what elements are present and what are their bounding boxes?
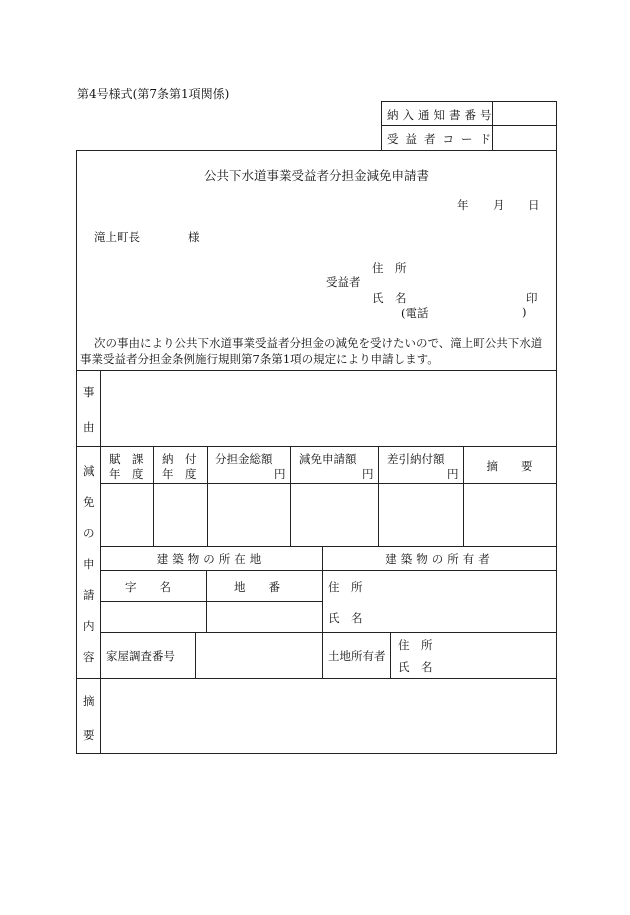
total-amount-header: 分担金総額 (215, 452, 273, 466)
reason-field[interactable] (102, 372, 554, 444)
date-year-label: 年 (457, 198, 469, 212)
owner-address-field[interactable] (372, 572, 554, 599)
beneficiary-code-label: 受益者コード (387, 132, 498, 146)
owner-name-field[interactable] (372, 603, 554, 630)
remarks-section-field[interactable] (102, 680, 554, 752)
lot-number-header: 地 番 (234, 580, 280, 594)
applicant-group-label: 受益者 (326, 275, 361, 289)
notice-number-label: 納入通知書番号 (387, 108, 496, 122)
pay-year-field[interactable] (155, 485, 205, 544)
remarks-field[interactable] (465, 485, 555, 544)
remarks-char-1: 摘 (83, 694, 95, 708)
landowner-label: 土地所有者 (328, 649, 386, 663)
house-survey-number-label: 家屋調査番号 (106, 649, 175, 663)
remarks-column-header: 摘 要 (486, 459, 533, 473)
detail-side-char-5: 請 (83, 588, 95, 602)
building-location-header: 建築物の所在地 (156, 552, 266, 566)
reduction-amount-header: 減免申請額 (299, 452, 357, 466)
total-amount-unit: 円 (274, 467, 286, 481)
landowner-address-label: 住 所 (398, 638, 433, 652)
landowner-name-field[interactable] (440, 656, 554, 676)
pay-year-header-1: 納 付 (162, 452, 197, 466)
pay-year-header-2: 年 度 (162, 467, 197, 481)
applicant-name-label: 氏 名 (372, 291, 407, 305)
levy-year-header-2: 年 度 (109, 467, 144, 481)
owner-name-label: 氏 名 (328, 611, 363, 625)
total-amount-field[interactable] (209, 485, 288, 544)
remarks-char-2: 要 (83, 728, 95, 742)
body-text-line2: 事業受益者分担金条例施行規則第7条第1項の規定により申請します。 (80, 352, 439, 366)
aza-name-header: 字 名 (125, 580, 171, 594)
date-day-label: 日 (528, 198, 540, 212)
levy-year-header-1: 賦 課 (109, 452, 144, 466)
form-number-label: 第4号様式(第7条第1項関係) (77, 87, 230, 101)
net-amount-unit: 円 (447, 467, 459, 481)
addressee-honorific: 様 (188, 230, 200, 244)
landowner-address-field[interactable] (440, 634, 554, 654)
form-title: 公共下水道事業受益者分担金減免申請書 (203, 168, 429, 183)
lot-number-field[interactable] (208, 603, 320, 630)
aza-name-field[interactable] (102, 603, 204, 630)
divider (76, 370, 557, 371)
seal-label: 印 (526, 291, 538, 305)
detail-side-char-1: 減 (83, 464, 95, 478)
reason-char-2: 由 (83, 420, 95, 434)
detail-side-char-4: 申 (83, 557, 95, 571)
applicant-address-label: 住 所 (372, 261, 407, 275)
body-text-line1: 次の事由により公共下水道事業受益者分担金の減免を受けたいので、滝上町公共下水道 (94, 336, 543, 350)
phone-close-label: ) (522, 305, 527, 319)
detail-side-char-6: 内 (83, 619, 95, 633)
reduction-amount-unit: 円 (362, 467, 374, 481)
levy-year-field[interactable] (102, 485, 151, 544)
date-month-label: 月 (493, 198, 505, 212)
detail-side-char-3: の (83, 526, 95, 540)
net-amount-field[interactable] (380, 485, 461, 544)
beneficiary-code-field[interactable] (495, 127, 553, 148)
detail-side-char-2: 免 (83, 495, 95, 509)
building-owner-header: 建築物の所有者 (385, 552, 494, 566)
house-survey-number-field[interactable] (198, 634, 320, 676)
addressee-name: 滝上町長 (94, 230, 140, 244)
phone-open-label: (電話 (401, 306, 429, 320)
reason-char-1: 事 (83, 385, 95, 399)
net-amount-header: 差引納付額 (387, 452, 445, 466)
owner-address-label: 住 所 (328, 580, 363, 594)
notice-number-field[interactable] (495, 103, 553, 123)
detail-side-char-7: 容 (83, 650, 95, 664)
reduction-amount-field[interactable] (292, 485, 376, 544)
landowner-name-label: 氏 名 (398, 660, 433, 674)
